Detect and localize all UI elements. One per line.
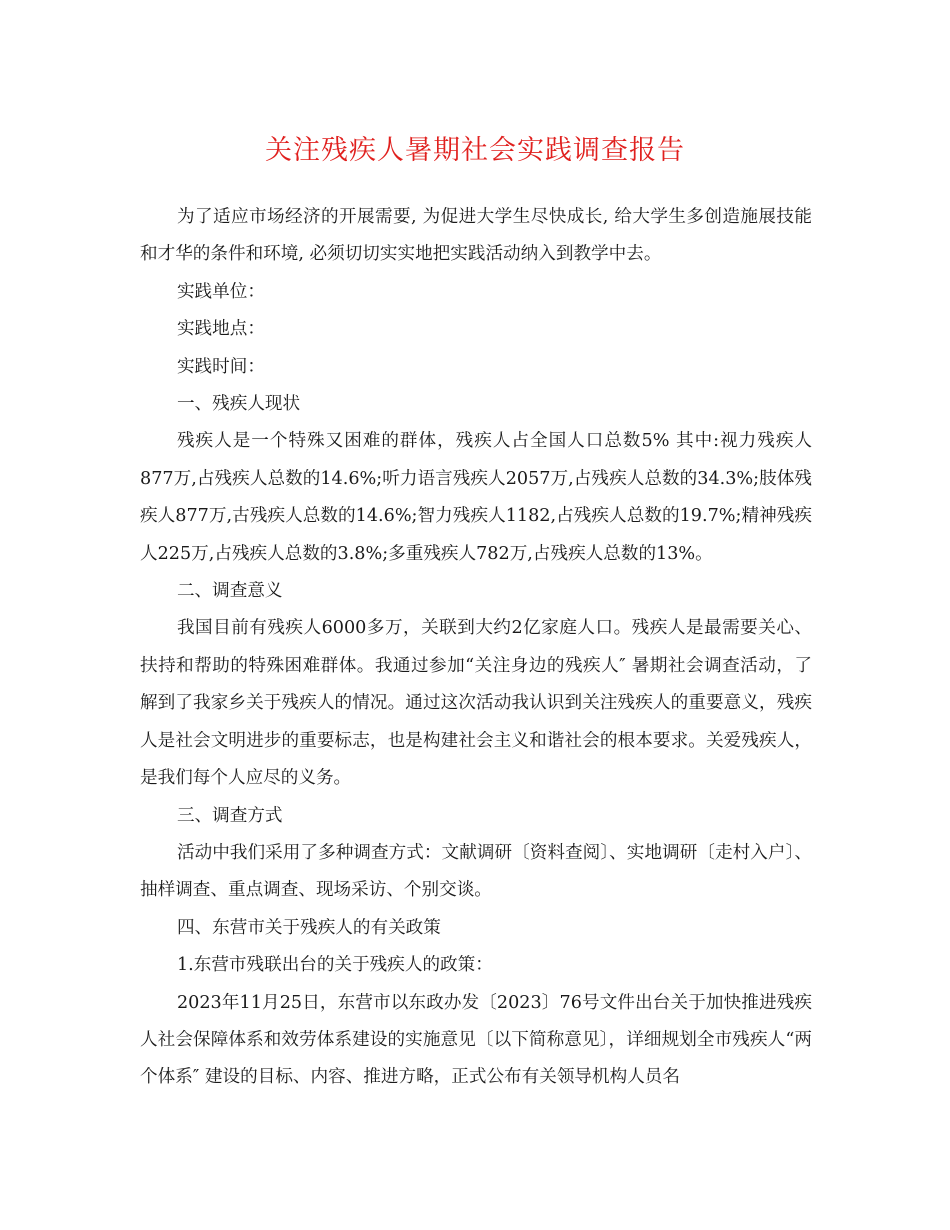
practice-unit-label: 实践单位： xyxy=(176,281,265,302)
status-paragraph: 残疾人是一个特殊又困难的群体，残疾人占全国人口总数5% 其中:视力残疾人877万,占残疾人总数的14.6%;听力语言残疾人2057万,占残疾人总数的34.3%;肢体残疾人877万,古残疾人总数的14.6%;智力残疾人1182,占残疾人总数的19.7%;精神残疾人225万,占残疾人总数的3.8%;多重残疾人782万,占残疾人总数的13%。 xyxy=(140,431,812,564)
section-heading-policies: 四、东营市关于残疾人的有关政策 xyxy=(176,917,441,938)
document-body xyxy=(140,199,812,1097)
practice-location-label: 实践地点： xyxy=(176,319,265,340)
policy-subheading: 1.东营市残联出台的关于残疾人的政策： xyxy=(176,955,493,976)
significance-paragraph: 我国目前有残疾人6000多万，关联到大约2亿家庭人口。残疾人是最需要关心、扶持和帮助的特殊困难群体。我通过参加“关注身边的残疾人″ 暑期社会调查活动，了解到了我家乡关于残疾人的情况。通过这次活动我认识到关注残疾人的重要意义，残疾人是社会文明进步的重要标志，也是构建社会主义和谐社会的根本要求。关爱残疾人，是我们每个人应尽的义务。 xyxy=(140,618,812,789)
methods-paragraph: 活动中我们采用了多种调查方式：文献调研〔资料查阅〕、实地调研〔走村入户〕、抽样调查、重点调查、现场采访、个别交谈。 xyxy=(140,842,812,901)
section-heading-methods: 三、调查方式 xyxy=(176,805,283,826)
section-heading-status: 一、残疾人现状 xyxy=(176,394,301,415)
practice-time-label: 实践时间： xyxy=(176,356,265,377)
section-heading-significance: 二、调查意义 xyxy=(176,581,283,602)
document-title: 关注残疾人暑期社会实践调查报告 xyxy=(265,135,685,166)
intro-paragraph: 为了适应市场经济的开展需要, 为促进大学生尽快成长, 给大学生多创造施展技能和才华的条件和环境, 必须切切实实地把实践活动纳入到教学中去。 xyxy=(140,207,812,265)
policy-paragraph: 2023年11月25日，东营市以东政办发〔2023〕76号文件出台关于加快推进残疾人社会保障体系和效劳体系建设的实施意见〔以下简称意见〕，详细规划全市残疾人“两个体系″ 建设的目标、内容、推进方略，正式公布有关领导机构人员名 xyxy=(140,992,812,1088)
